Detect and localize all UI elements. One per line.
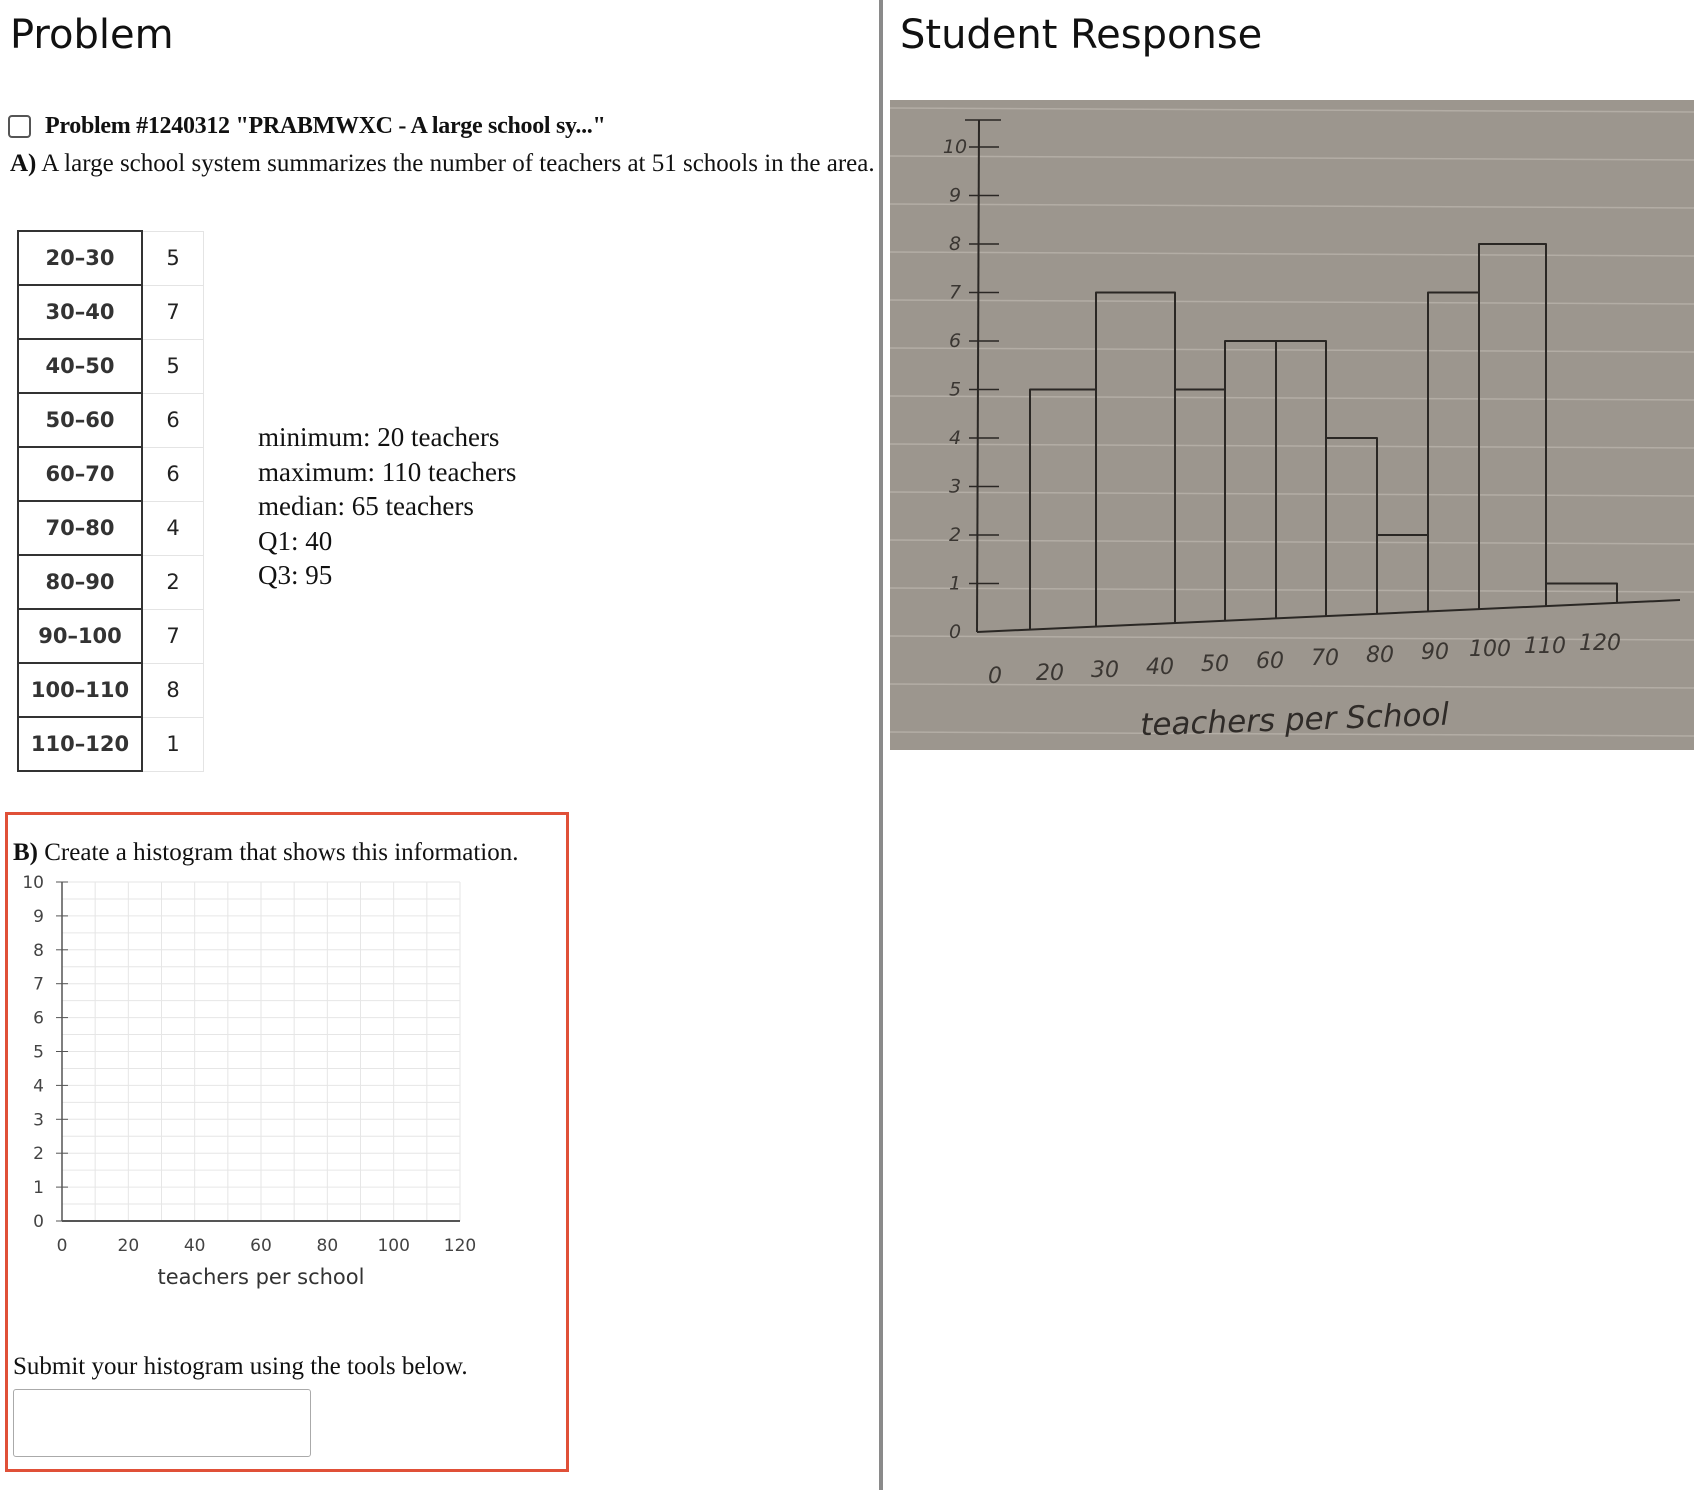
y-tick-label: 9 xyxy=(33,906,44,927)
student-x-tick-label: 0 xyxy=(988,664,1002,689)
stat-line: minimum: 20 teachers xyxy=(258,422,500,452)
part-b-letter: B) xyxy=(13,839,38,866)
stat-line: maximum: 110 teachers xyxy=(258,456,517,487)
range-cell: 50–60 xyxy=(18,393,142,447)
student-x-tick-label: 110 xyxy=(1524,634,1566,659)
x-tick-label: 0 xyxy=(56,1236,68,1256)
student-x-axis-label: teachers per School xyxy=(1139,696,1450,744)
y-tick-label: 1 xyxy=(33,1178,44,1199)
student-response-pane xyxy=(884,0,1694,1490)
range-cell: 60–70 xyxy=(18,447,142,501)
student-x-tick-label: 70 xyxy=(1311,646,1339,671)
student-y-tick-label: 5 xyxy=(948,378,962,401)
count-cell: 2 xyxy=(142,555,204,609)
y-tick-label: 4 xyxy=(33,1076,44,1097)
student-y-tick-label: 6 xyxy=(948,330,962,352)
count-cell: 7 xyxy=(142,609,204,663)
y-tick-label: 3 xyxy=(33,1110,44,1131)
y-tick-label: 6 xyxy=(33,1008,44,1029)
student-x-tick-label: 20 xyxy=(1036,661,1064,686)
table-row xyxy=(18,285,204,339)
range-cell: 70–80 xyxy=(18,501,142,555)
part-b-panel xyxy=(5,812,569,1472)
part-a-text: A large school system summarizes the number of teachers at 51 schools in the area. xyxy=(36,150,875,177)
y-tick-label: 10 xyxy=(22,875,44,893)
part-a-prompt xyxy=(10,150,875,178)
answer-textarea[interactable] xyxy=(13,1389,311,1457)
table-row xyxy=(18,717,204,771)
count-cell: 7 xyxy=(142,285,204,339)
y-tick-label: 7 xyxy=(33,974,44,995)
part-a-letter: A) xyxy=(10,150,37,177)
table-row xyxy=(18,231,204,285)
y-tick-label: 8 xyxy=(33,940,44,961)
student-x-tick-label: 90 xyxy=(1421,640,1449,665)
student-x-tick-label: 100 xyxy=(1469,637,1511,662)
student-x-tick-label: 120 xyxy=(1579,631,1621,656)
student-x-tick-label: 50 xyxy=(1201,652,1229,677)
part-b-prompt xyxy=(13,839,518,867)
stat-line: Q3: 95 xyxy=(258,560,333,590)
range-cell: 30–40 xyxy=(18,285,142,339)
student-x-tick-label: 80 xyxy=(1366,643,1394,668)
student-y-tick-label: 1 xyxy=(948,572,962,595)
table-row xyxy=(18,609,204,663)
frequency-table xyxy=(17,230,204,772)
table-row xyxy=(18,447,204,501)
count-cell: 6 xyxy=(142,393,204,447)
y-tick-label: 0 xyxy=(33,1212,44,1232)
x-tick-label: 80 xyxy=(316,1236,339,1256)
paper-background xyxy=(890,100,1694,750)
range-cell: 20–30 xyxy=(18,231,142,285)
table-row xyxy=(18,663,204,717)
stat-line: Q1: 40 xyxy=(258,525,333,556)
count-cell: 5 xyxy=(142,339,204,393)
student-y-tick-label: 10 xyxy=(942,136,968,158)
blank-histogram-grid xyxy=(8,875,528,1305)
submit-instructions: Submit your histogram using the tools below. xyxy=(13,1353,468,1380)
count-cell: 8 xyxy=(142,663,204,717)
student-response-title: Student Response xyxy=(900,12,1263,58)
pane-divider[interactable] xyxy=(879,0,883,1490)
student-y-tick-label: 3 xyxy=(948,475,962,498)
student-x-tick-label: 30 xyxy=(1091,658,1119,683)
student-x-tick-label: 60 xyxy=(1256,649,1284,674)
count-cell: 5 xyxy=(142,231,204,285)
x-tick-label: 20 xyxy=(117,1236,140,1256)
y-tick-label: 5 xyxy=(33,1042,44,1063)
part-b-text: Create a histogram that shows this information. xyxy=(38,839,519,866)
range-cell: 90–100 xyxy=(18,609,142,663)
student-histogram-photo xyxy=(890,100,1694,750)
x-tick-label: 120 xyxy=(443,1236,477,1256)
count-cell: 6 xyxy=(142,447,204,501)
x-tick-label: 100 xyxy=(377,1236,410,1256)
student-y-tick-label: 9 xyxy=(948,184,962,207)
problem-header xyxy=(8,113,606,140)
range-cell: 80–90 xyxy=(18,555,142,609)
student-x-tick-label: 40 xyxy=(1146,655,1174,680)
problem-title: Problem #1240312 "PRABMWXC - A large school sy..." xyxy=(45,113,606,139)
problem-pane-title: Problem xyxy=(10,12,174,58)
student-y-tick-label: 4 xyxy=(948,427,962,449)
x-axis-label: teachers per school xyxy=(157,1265,365,1289)
student-y-tick-label: 7 xyxy=(948,281,962,304)
x-tick-label: 60 xyxy=(250,1236,272,1256)
range-cell: 110–120 xyxy=(18,717,142,771)
table-row xyxy=(18,339,204,393)
student-y-tick-label: 2 xyxy=(948,524,962,546)
student-y-tick-label: 8 xyxy=(948,233,962,255)
count-cell: 1 xyxy=(142,717,204,771)
table-row xyxy=(18,555,204,609)
table-row xyxy=(18,393,204,447)
range-cell: 100–110 xyxy=(18,663,142,717)
summary-stats xyxy=(258,420,516,593)
count-cell: 4 xyxy=(142,501,204,555)
y-tick-label: 2 xyxy=(33,1144,44,1165)
student-y-tick-label: 0 xyxy=(948,621,962,643)
problem-checkbox[interactable] xyxy=(8,115,31,138)
range-cell: 40–50 xyxy=(18,339,142,393)
stat-line: median: 65 teachers xyxy=(258,491,474,521)
table-row xyxy=(18,501,204,555)
x-tick-label: 40 xyxy=(183,1236,206,1256)
